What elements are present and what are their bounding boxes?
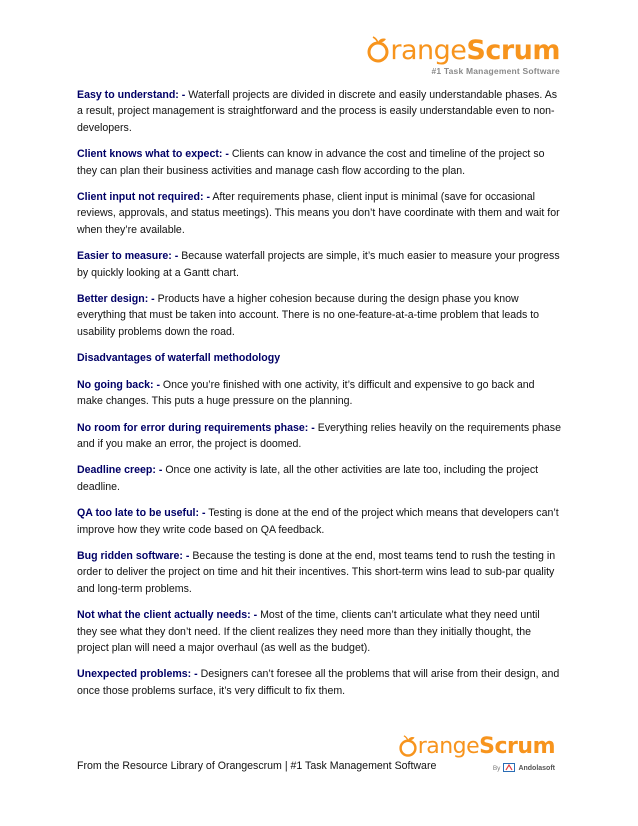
term-label: Client input not required: - (77, 191, 210, 204)
partner-name: Andolasoft (518, 764, 555, 772)
by-label: By (492, 764, 501, 772)
logo-text-orange: range (417, 734, 480, 759)
document-body (77, 87, 561, 709)
paragraph-bug-ridden (77, 548, 561, 597)
term-label: Unexpected problems: - (77, 668, 198, 681)
paragraph-text: Because the testing is done at the end, most teams tend to rush the testing in order to deliver the project on time and hit their incentives. This short-term wins lead to sub-par quality and long-term problems. (77, 549, 556, 595)
paragraph-easy-to-understand (77, 87, 561, 136)
footer-logo-wordmark (398, 735, 555, 758)
paragraph-text: Once you’re finished with one activity, it’s difficult and expensive to go back and make changes. This puts a huge pressure on the planning. (77, 378, 535, 408)
paragraph-text: Testing is done at the end of the project which means that developers can’t improve how they write code based on QA feedback. (77, 507, 559, 536)
term-label: Deadline creep: - (77, 464, 163, 477)
term-label: Easier to measure: - (77, 250, 179, 263)
paragraph-not-what-client-needs (77, 607, 561, 656)
footer-logo (398, 735, 555, 777)
term-label: Better design: - (77, 293, 155, 306)
andolasoft-logo-icon (503, 759, 515, 777)
paragraph-text: Waterfall projects are divided in discrete and easily understandable phases. As a result, project management is straightforward and the process is easily understandable even to non-developers. (77, 89, 558, 134)
paragraph-unexpected-problems (77, 666, 561, 699)
term-label: Bug ridden software: - (77, 549, 190, 562)
paragraph-client-knows (77, 146, 561, 179)
footer-text: From the Resource Library of Orangescrum | #1 Task Management Software (77, 760, 437, 772)
logo-text-scrum: Scrum (466, 35, 560, 66)
paragraph-qa-too-late (77, 505, 561, 538)
term-label: Not what the client actually needs: - (77, 609, 258, 622)
paragraph-no-going-back (77, 377, 561, 410)
paragraph-text: After requirements phase, client input is minimal (save for occasional reviews, approvals, and status meetings). This means you don’t have coordinate with them and wait for when they’re available. (77, 191, 560, 236)
header-logo (366, 36, 560, 76)
partner-byline (398, 759, 555, 777)
term-label: Easy to understand: - (77, 89, 186, 101)
logo-text-scrum: Scrum (479, 734, 555, 759)
orange-fruit-icon (398, 735, 418, 758)
paragraph-text: Products have a higher cohesion because during the design phase you know everything that must be taken into account. There is no one-feature-at-a-time problem that leads to usability problems down the road. (77, 293, 540, 338)
term-label: QA too late to be useful: - (77, 507, 206, 520)
term-label: Client knows what to expect: - (77, 148, 229, 161)
paragraph-text: Clients can know in advance the cost and timeline of the project so they can plan their business activities and manage cash flow according to the plan. (77, 148, 545, 177)
orange-fruit-icon (366, 36, 390, 64)
paragraph-text: Because waterfall projects are simple, it’s much easier to measure your progress by quickly looking at a Gantt chart. (77, 250, 560, 279)
term-label: No going back: - (77, 378, 160, 391)
section-heading-disadvantages: Disadvantages of waterfall methodology (77, 352, 281, 365)
paragraph-text: Once one activity is late, all the other activities are late too, including the project deadline. (77, 464, 539, 493)
paragraph-deadline-creep (77, 462, 561, 495)
paragraph-text: Designers can’t foresee all the problems that will arise from their design, and once those problems surface, it’s very difficult to fix them. (77, 668, 560, 697)
paragraph-text: Most of the time, clients can’t articulate what they need until they see what they don’t need. If the client realizes they need more than they initially thought, the project plan will need a major overhaul (as well as the budget). (77, 609, 540, 654)
paragraph-client-input (77, 189, 561, 238)
paragraph-better-design (77, 291, 561, 340)
paragraph-no-room-for-error (77, 420, 561, 453)
paragraph-text: Everything relies heavily on the requirements phase and if you make an error, the project is doomed. (77, 421, 561, 450)
logo-text-orange: range (390, 35, 467, 66)
paragraph-easier-to-measure (77, 248, 561, 281)
term-label: No room for error during requirements phase: - (77, 421, 315, 434)
logo-tagline: #1 Task Management Software (431, 66, 560, 76)
logo-wordmark (366, 36, 560, 64)
